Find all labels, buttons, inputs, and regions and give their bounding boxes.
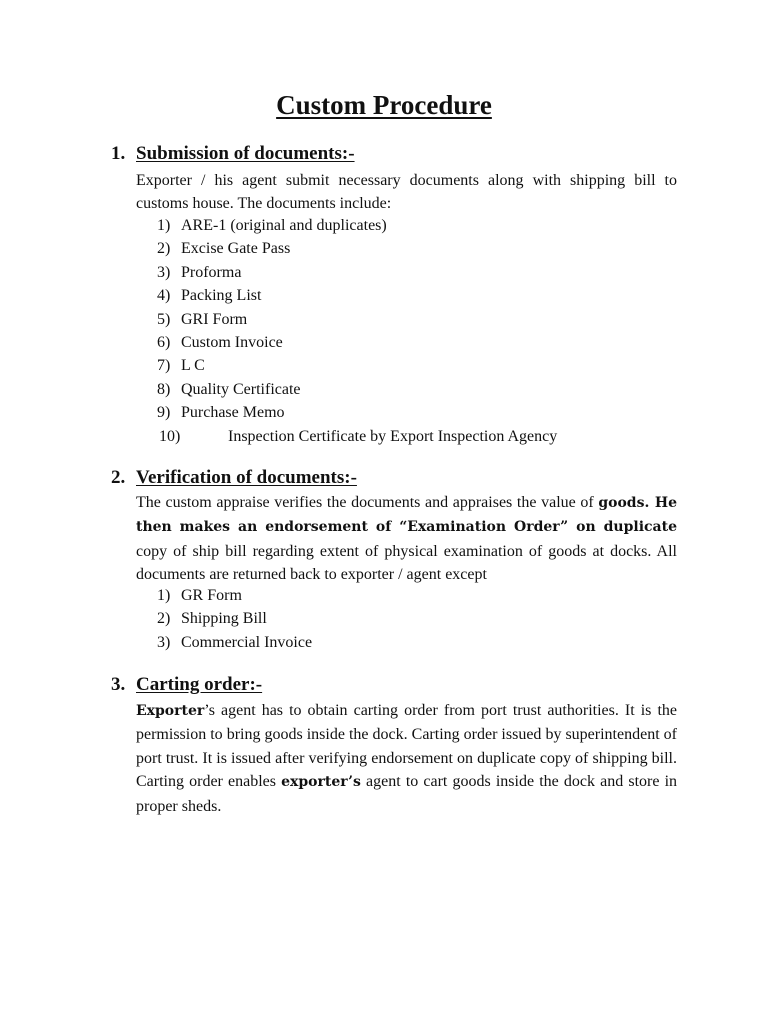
returned-documents-list — [157, 584, 312, 654]
section-number: 3. — [111, 674, 126, 695]
section-heading-text: Submission of documents:- — [136, 143, 355, 164]
page-title: Custom Procedure — [276, 90, 492, 120]
list-item: 2) Shipping Bill — [157, 610, 267, 628]
section-heading-text: Carting order:- — [136, 674, 263, 695]
section-paragraph-3: Exporter’s agent has to obtain carting order from port trust authorities. It is the permission to bring goods inside the dock. Carting order issued by superintendent of port trust. It is issued after verifying endorsement on duplicate copy of shipping bill. Carting order enables exporter’s agent to cart goods inside the dock and store in proper sheds. — [136, 702, 678, 815]
section-paragraph-1: Exporter / his agent submit necessary documents along with shipping bill to customs house. The documents include: — [136, 172, 677, 213]
list-item: 5) GRI Form — [157, 310, 248, 328]
list-item: 1) ARE-1 (original and duplicates) — [157, 217, 387, 234]
section-paragraph-2: The custom appraise verifies the documents and appraises the value of goods. He then makes an endorsement of “Examination Order” on duplicate copy of ship bill regarding extent of physical examination of goods at docks. All documents are returned back to exporter / agent except — [136, 494, 677, 584]
list-item: 2) Excise Gate Pass — [157, 240, 291, 258]
list-item: 6) Custom Invoice — [157, 334, 283, 352]
section-heading-text: Verification of documents:- — [136, 467, 357, 488]
list-item: 8) Quality Certificate — [157, 380, 301, 398]
list-item: 3) Proforma — [157, 263, 242, 281]
section-number: 1. — [111, 143, 126, 164]
list-item: 1) GR Form — [157, 587, 242, 604]
documents-list — [157, 214, 557, 448]
list-item: 4) Packing List — [157, 287, 262, 305]
list-item: 3) Commercial Invoice — [157, 633, 313, 651]
list-item: 10) Inspection Certificate by Export Inspection Agency — [159, 427, 558, 445]
section-heading-1 — [111, 143, 355, 165]
section-heading-2 — [111, 467, 357, 489]
list-item: 9) Purchase Memo — [157, 404, 285, 422]
section-heading-3 — [111, 674, 262, 696]
section-number: 2. — [111, 467, 126, 488]
list-item: 7) L C — [157, 357, 205, 375]
